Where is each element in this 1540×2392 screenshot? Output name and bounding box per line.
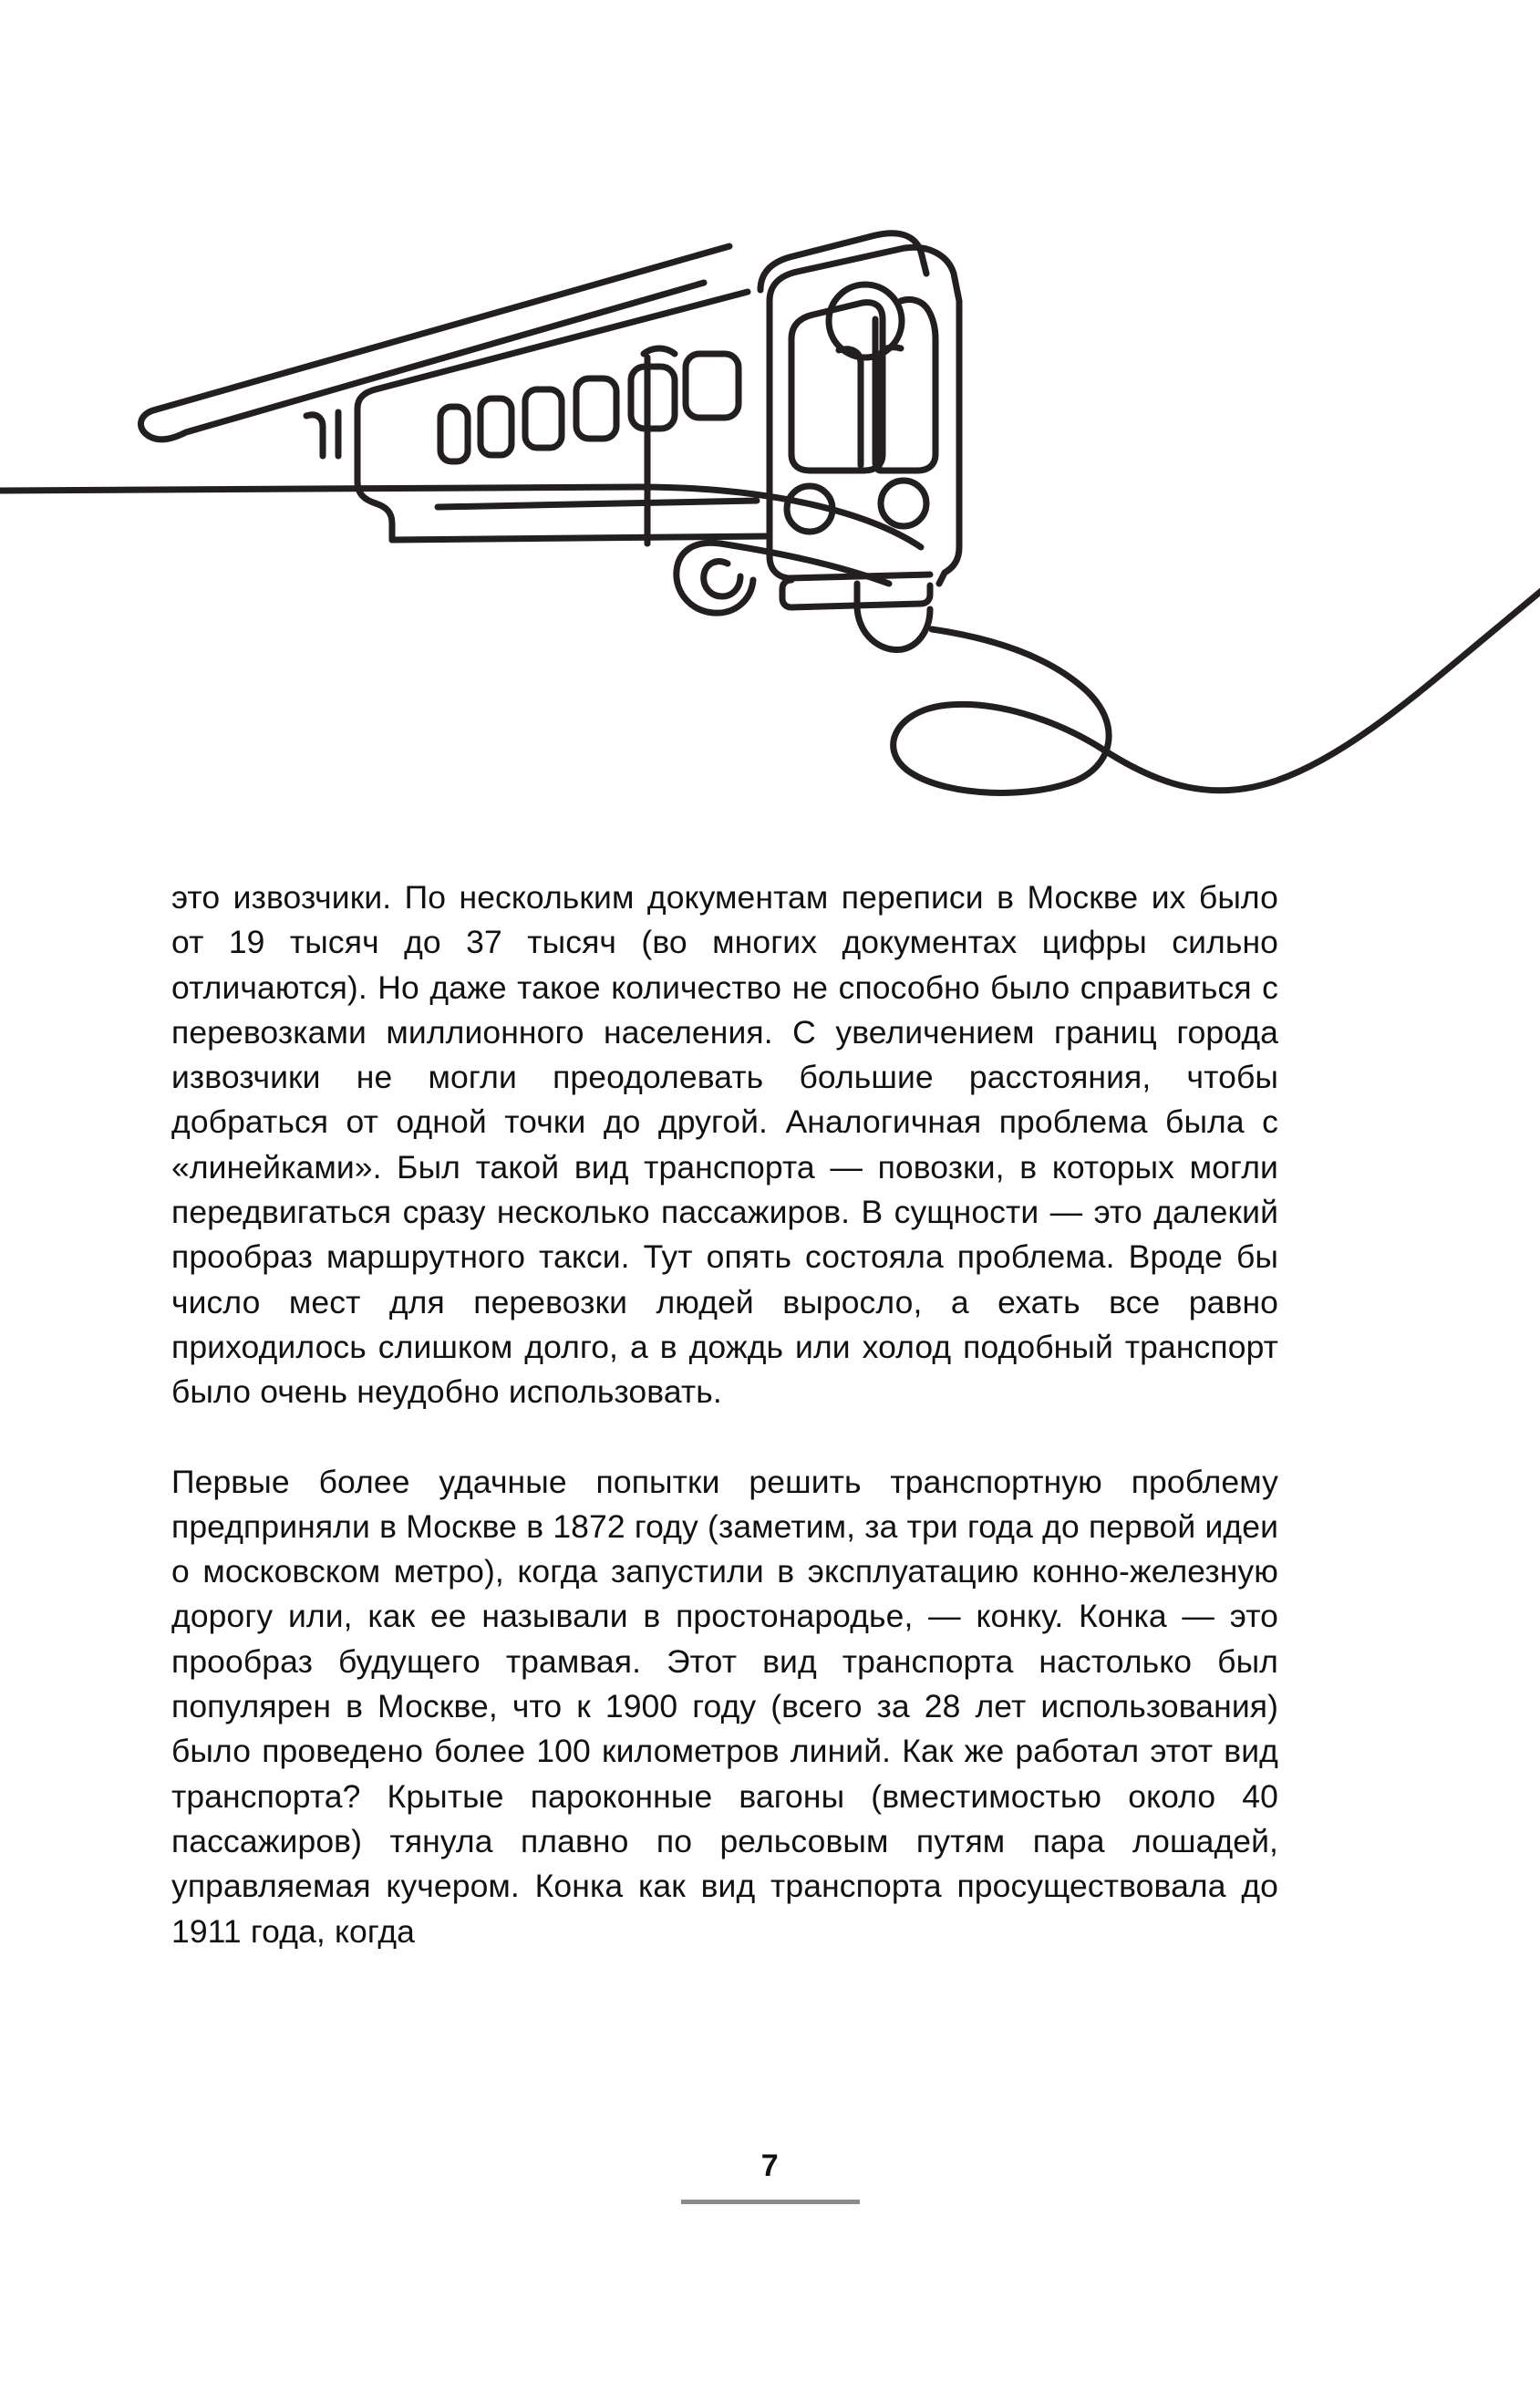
cab-outer-shell xyxy=(770,247,959,584)
side-window-1 xyxy=(440,407,468,461)
footer-divider xyxy=(681,2200,860,2204)
page-number: 7 xyxy=(760,2149,780,2183)
page-footer xyxy=(0,2150,1540,2204)
side-window-2 xyxy=(481,399,512,455)
door-window-divider xyxy=(644,348,675,354)
cab-roof xyxy=(760,233,926,290)
windshield-left-pane xyxy=(791,303,883,471)
train-illustration xyxy=(0,0,1540,821)
windshield-center-divider xyxy=(839,349,861,465)
roof-headlight-icon xyxy=(829,285,902,357)
windshield-right-pane xyxy=(875,299,935,471)
side-window-6 xyxy=(686,354,739,418)
windshield-center-divider-right xyxy=(879,347,901,467)
bogie-loop-outer xyxy=(677,543,753,613)
bogie-loop-inner xyxy=(704,562,740,596)
cab-left-edge xyxy=(770,301,788,578)
page-body xyxy=(171,875,1278,1954)
carriage-underframe xyxy=(392,536,766,540)
carriage-body-outline xyxy=(357,292,748,409)
cab-bottom-edge xyxy=(788,575,930,578)
carriage-skirt xyxy=(438,501,757,507)
front-wheel-hood xyxy=(857,606,930,649)
roof-overhang-lower xyxy=(149,283,704,440)
front-bumper xyxy=(782,580,930,607)
side-window-4 xyxy=(576,378,616,439)
side-window-5 xyxy=(631,367,675,429)
continuous-line-swirl xyxy=(894,584,1540,792)
rail-line-lower xyxy=(720,544,889,584)
paragraph-2: Первые более удачные попытки решить транспортную проблему предприняли в Москве в 1872 году (заметим, за три года до первой идеи о московском метро), когда запустили в эксплуатацию конно-железную дорогу или, как ее называли в простонародье, — конку. Конка — это прообраз будущего трамвая. Этот вид транспорта настолько был популярен в Москве, что к 1900 году (всего за 28 лет использования) было проведено более 100 километров линий. Как же работал этот вид транспорта? Крытые пароконные вагоны (вместимостью около 40 пассажиров) тянула плавно по рельсовым путям пара лошадей, управляемая кучером. Конка как вид транспорта просуществовала до 1911 года, когда xyxy=(171,1463,1278,1950)
train-line-art-svg xyxy=(0,0,1540,821)
carriage-side-wall xyxy=(357,409,392,540)
marker-lamp-left-icon xyxy=(787,486,832,532)
paragraph-1: это извозчики. По нескольким документам переписи в Москве их было от 19 тысяч до 37 тысяч (во многих документах цифры сильно отличаются). Но даже такое количество не способно было справиться с перевозками миллионного населения. С увеличением границ города извозчики не могли преодолевать большие расстояния, чтобы добраться от одной точки до другой. Аналогичная проблема была с «линейками». Был такой вид транспорта — повозки, в которых могли передвигаться сразу несколько пассажиров. В сущности — это далекий прообраз маршрутного такси. Тут опять состояла проблема. Вроде бы число мест для перевозки людей выросло, а ехать все равно приходилось слишком долго, а в дождь или холод подобный транспорт было очень неудобно использовать. xyxy=(171,879,1278,1411)
side-window-3 xyxy=(525,389,562,448)
roof-bracket xyxy=(306,415,323,456)
marker-lamp-right-icon xyxy=(881,481,926,526)
rail-line-left xyxy=(0,487,921,547)
roof-overhang xyxy=(140,246,729,436)
